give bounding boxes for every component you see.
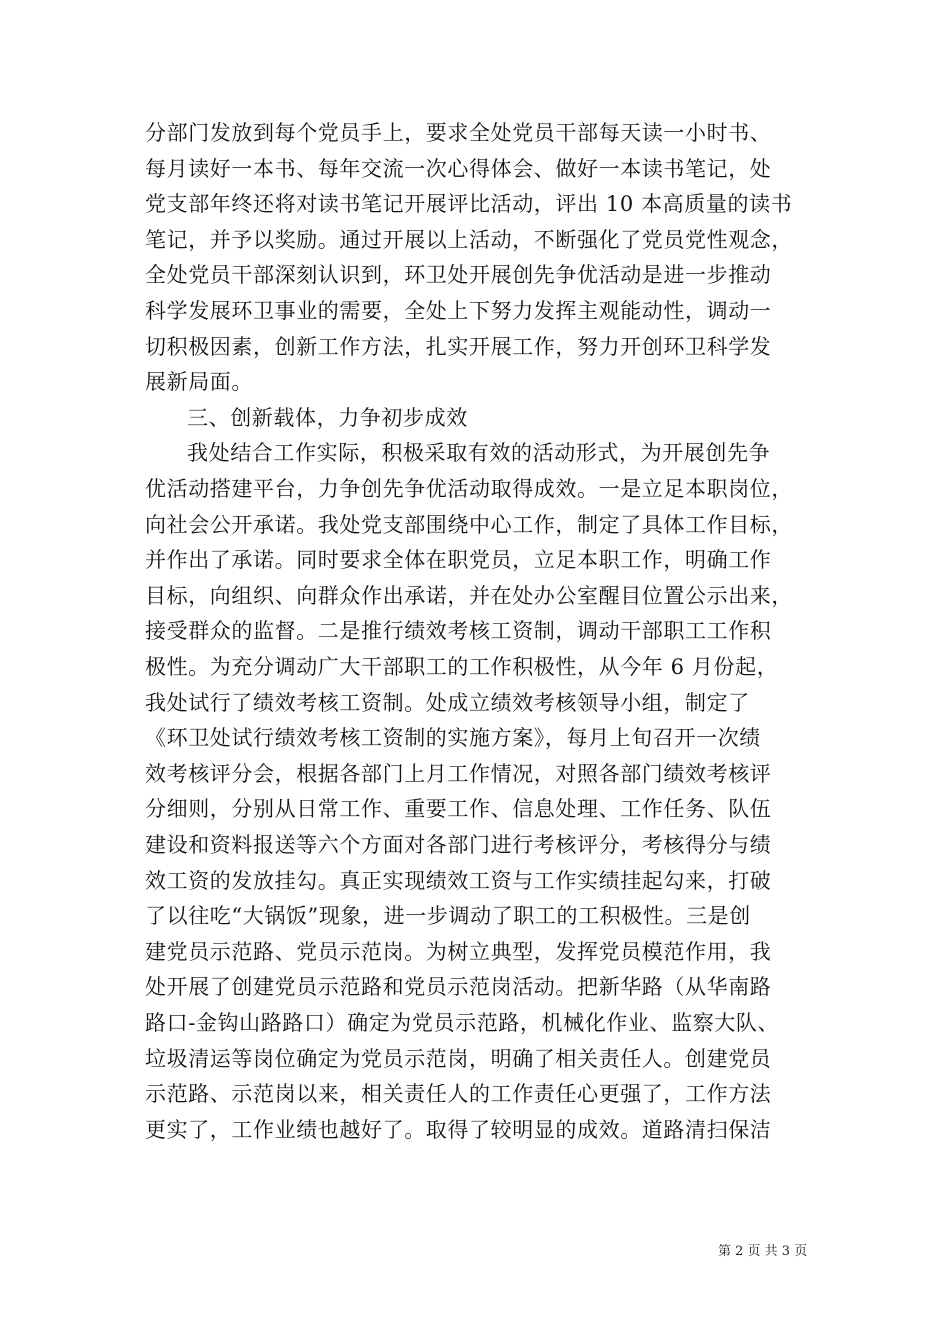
text-line: 极性。为充分调动广大干部职工的工作积极性，从今年 6 月份起， — [145, 655, 779, 679]
text-line: 效工资的发放挂勾。真正实现绩效工资与工作实绩挂起勾来，打破 — [145, 868, 772, 893]
text-line: 接受群众的监督。二是推行绩效考核工资制，调动干部职工工作积 — [145, 619, 772, 644]
page-number: 第 2 页 共 3 页 — [718, 1244, 808, 1259]
text-line: 建党员示范路、党员示范岗。为树立典型，发挥党员模范作用，我 — [145, 939, 772, 964]
text-line: 我处试行了绩效考核工资制。处成立绩效考核领导小组，制定了 — [145, 690, 750, 715]
text-line: 示范路、示范岗以来，相关责任人的工作责任心更强了，工作方法 — [145, 1082, 772, 1107]
text-line: 分部门发放到每个党员手上，要求全处党员干部每天读一小时书、 — [145, 121, 772, 145]
text-line: 并作出了承诺。同时要求全体在职党员，立足本职工作，明确工作 — [145, 548, 772, 573]
section-heading: 三、创新载体，力争初步成效 — [187, 405, 468, 430]
text-line: 建设和资料报送等六个方面对各部门进行考核评分，考核得分与绩 — [145, 833, 772, 857]
text-line: 切积极因素，创新工作方法，扎实开展工作，努力开创环卫科学发 — [145, 334, 772, 359]
text-line: 目标，向组织、向群众作出承诺，并在处办公室醒目位置公示出来， — [145, 583, 793, 608]
text-line: 每月读好一本书、每年交流一次心得体会、做好一本读书笔记，处 — [145, 156, 772, 181]
text-line: 处开展了创建党员示范路和党员示范岗活动。把新华路（从华南路 — [145, 975, 772, 1000]
text-line: 向社会公开承诺。我处党支部围绕中心工作，制定了具体工作目标， — [145, 512, 793, 537]
text-line: 我处结合工作实际，积极采取有效的活动形式，为开展创先争 — [187, 441, 771, 466]
text-line: 笔记，并予以奖励。通过开展以上活动，不断强化了党员党性观念， — [145, 227, 793, 252]
text-line: 垃圾清运等岗位确定为党员示范岗，明确了相关责任人。创建党员 — [145, 1046, 772, 1071]
text-line: 科学发展环卫事业的需要，全处上下努力发挥主观能动性，调动一 — [145, 299, 772, 323]
text-line: 《环卫处试行绩效考核工资制的实施方案》，每月上旬召开一次绩 — [145, 726, 761, 751]
text-line: 更实了，工作业绩也越好了。取得了较明显的成效。道路清扫保洁 — [145, 1117, 772, 1142]
text-line: 展新局面。 — [145, 370, 253, 395]
text-line: 党支部年终还将对读书笔记开展评比活动，评出 10 本高质量的读书 — [145, 192, 793, 217]
text-line: 全处党员干部深刻认识到，环卫处开展创先争优活动是进一步推动 — [145, 263, 772, 288]
text-line: 分细则，分别从日常工作、重要工作、信息处理、工作任务、队伍 — [145, 797, 772, 822]
text-line: 效考核评分会，根据各部门上月工作情况，对照各部门绩效考核评 — [145, 761, 772, 786]
text-line: 了以往吃“大锅饭”现象，进一步调动了职工的工积极性。三是创 — [145, 904, 751, 929]
text-line: 优活动搭建平台，力争创先争优活动取得成效。一是立足本职岗位， — [145, 477, 793, 501]
text-line: 路口-金钩山路路口）确定为党员示范路，机械化作业、监察大队、 — [145, 1011, 780, 1035]
